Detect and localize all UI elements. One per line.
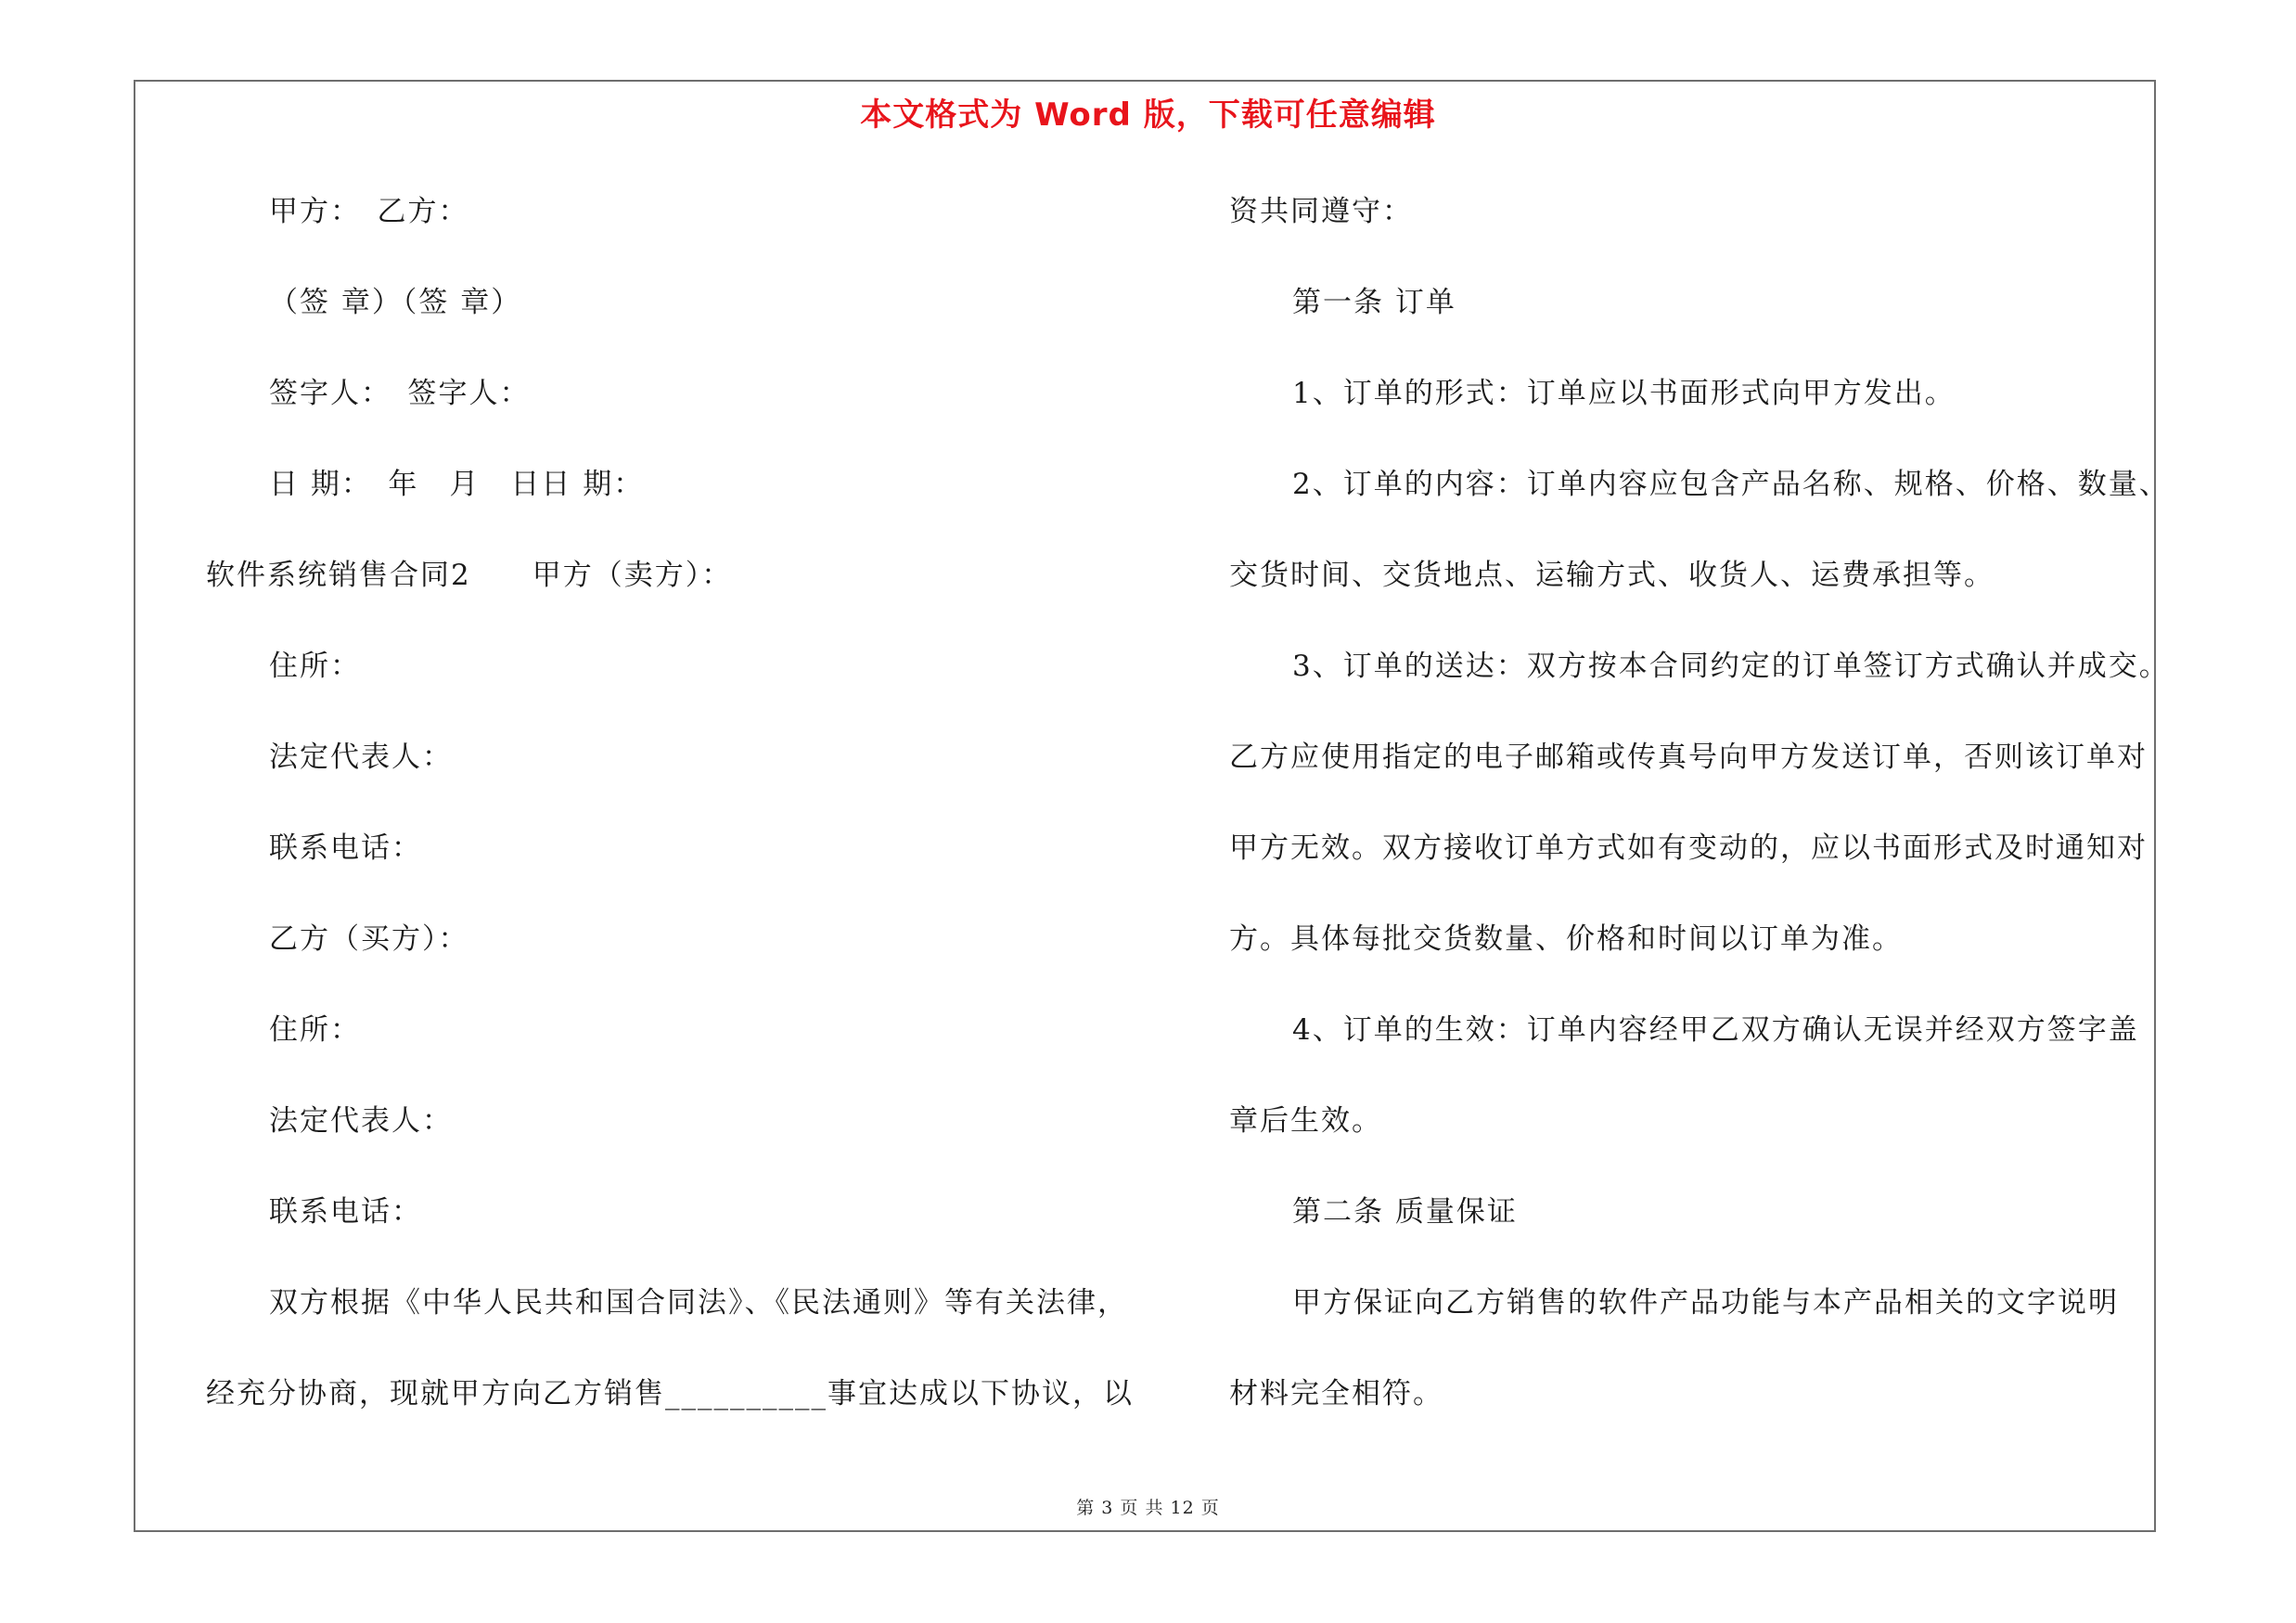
paragraph-line: 联系电话： (269, 1195, 422, 1229)
paragraph-line: 第一条 订单 (1292, 286, 1456, 319)
paragraph-line: 住所： (269, 1013, 361, 1047)
paragraph-line: 软件系统销售合同2 甲方（卖方）： (206, 559, 733, 592)
paragraph-line: 1、订单的形式：订单应以书面形式向甲方发出。 (1292, 377, 1956, 410)
left-column (206, 186, 1161, 1459)
paragraph-line: 甲方保证向乙方销售的软件产品功能与本产品相关的文字说明 (1292, 1286, 2119, 1320)
paragraph-line: 乙方（买方）： (269, 922, 469, 956)
paragraph-line: 法定代表人： (269, 1104, 453, 1138)
paragraph-line: 法定代表人： (269, 741, 453, 774)
paragraph-line: 乙方应使用指定的电子邮箱或传真号向甲方发送订单，否则该订单对 (1229, 741, 2148, 774)
paragraph-line: 甲方： 乙方： (269, 195, 469, 228)
right-column (1229, 186, 2175, 1459)
paragraph-line: 经充分协商，现就甲方向乙方销售__________事宜达成以下协议，以 (206, 1377, 1134, 1410)
paragraph-line: 甲方无效。双方接收订单方式如有变动的，应以书面形式及时通知对 (1229, 831, 2148, 865)
paragraph-line: 章后生效。 (1229, 1104, 1382, 1138)
paragraph-line: 双方根据《中华人民共和国合同法》、《民法通则》等有关法律， (269, 1286, 1128, 1320)
paragraph-line: 4、订单的生效：订单内容经甲乙双方确认无误并经双方签字盖 (1292, 1013, 2139, 1047)
paragraph-line: 3、订单的送达：双方按本合同约定的订单签订方式确认并成交。 (1292, 650, 2170, 683)
paragraph-line: 第二条 质量保证 (1292, 1195, 1518, 1229)
paragraph-line: 日 期： 年 月 日日 期： (269, 468, 645, 501)
paragraph-line: 资共同遵守： (1229, 195, 1413, 228)
paragraph-line: 签字人： 签字人： (269, 377, 531, 410)
paragraph-line: 交货时间、交货地点、运输方式、收货人、运费承担等。 (1229, 559, 1995, 592)
paragraph-line: 住所： (269, 650, 361, 683)
paragraph-line: （签 章）（签 章） (269, 286, 522, 319)
paragraph-line: 材料完全相符。 (1229, 1377, 1443, 1410)
word-format-banner: 本文格式为 Word 版，下载可任意编辑 (860, 97, 1436, 134)
paragraph-line: 联系电话： (269, 831, 422, 865)
paragraph-line: 2、订单的内容：订单内容应包含产品名称、规格、价格、数量、 (1292, 468, 2170, 501)
paragraph-line: 方。具体每批交货数量、价格和时间以订单为准。 (1229, 922, 1903, 956)
page-footer: 第 3 页 共 12 页 (1076, 1498, 1220, 1518)
